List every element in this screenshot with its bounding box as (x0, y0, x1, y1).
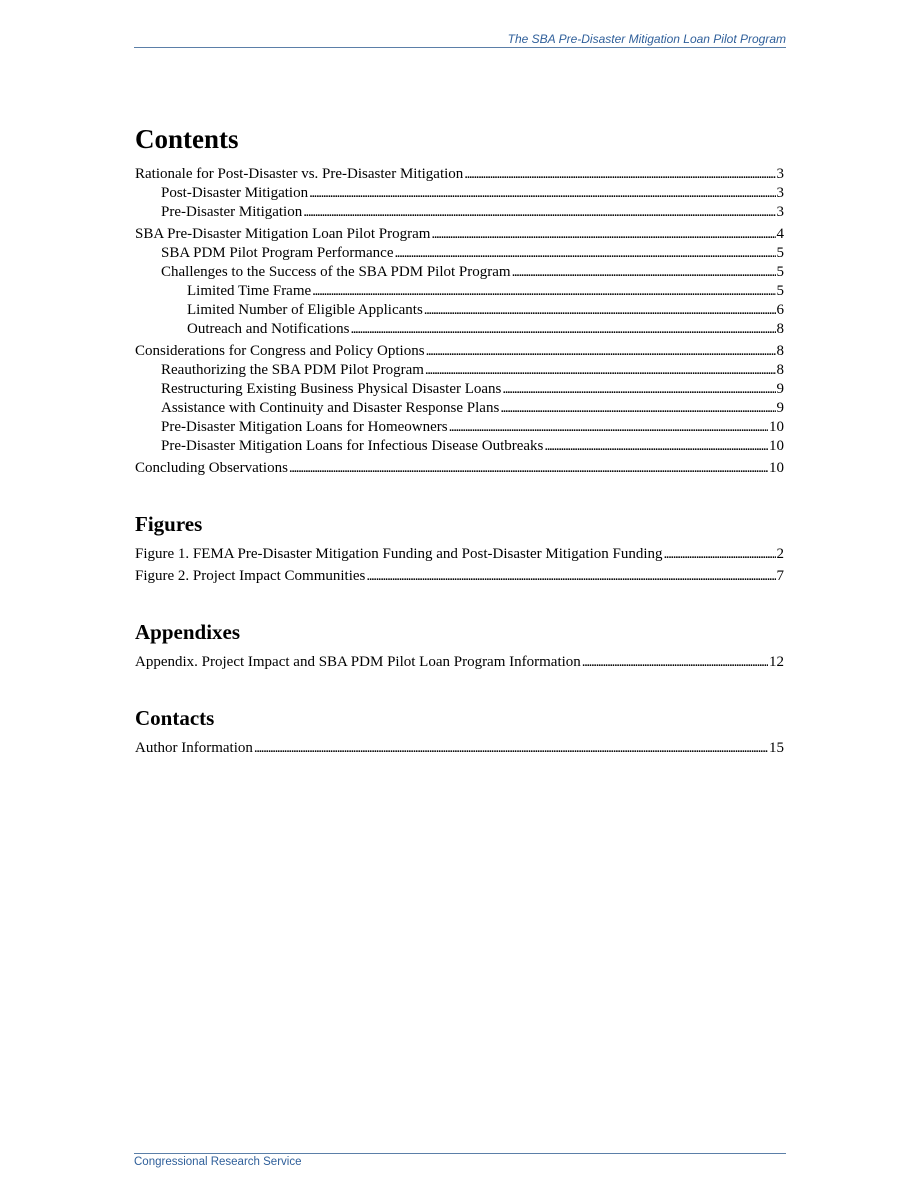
running-header: The SBA Pre-Disaster Mitigation Loan Pilot Program (134, 32, 786, 48)
toc-page-number: 3 (776, 166, 784, 182)
toc-page-number: 5 (776, 283, 784, 299)
toc-entry-title[interactable]: Challenges to the Success of the SBA PDM Pilot Program (161, 264, 511, 280)
dot-leader (424, 301, 776, 320)
dot-leader (512, 263, 776, 282)
toc-page-number: 2 (776, 546, 784, 562)
contents-heading: Contents (135, 124, 239, 154)
toc-page-number: 10 (769, 438, 784, 454)
toc-entry-title[interactable]: Author Information (135, 740, 253, 756)
table-of-contents (135, 124, 784, 758)
dot-leader (464, 165, 775, 184)
toc-entry[interactable] (135, 203, 784, 222)
toc-page-number: 6 (776, 302, 784, 318)
contents-section (135, 124, 784, 478)
toc-page-number: 7 (776, 568, 784, 584)
toc-entry[interactable] (135, 282, 784, 301)
toc-entry[interactable] (135, 301, 784, 320)
dot-leader (664, 545, 776, 564)
toc-entry[interactable] (135, 165, 784, 184)
toc-entry[interactable] (135, 184, 784, 203)
toc-entry[interactable] (135, 225, 784, 244)
toc-entry[interactable] (135, 320, 784, 339)
toc-entry-title[interactable]: Pre-Disaster Mitigation Loans for Infectious Disease Outbreaks (161, 438, 544, 454)
appendixes-section (135, 620, 784, 672)
toc-page-number: 3 (776, 185, 784, 201)
running-footer: Congressional Research Service (134, 1153, 786, 1168)
toc-page-number: 10 (769, 419, 784, 435)
toc-entry[interactable] (135, 545, 784, 564)
toc-entry-title[interactable]: Assistance with Continuity and Disaster Response Plans (161, 400, 500, 416)
toc-page-number: 4 (776, 226, 784, 242)
toc-entry-title[interactable]: Outreach and Notifications (187, 321, 350, 337)
toc-entry-title[interactable]: Appendix. Project Impact and SBA PDM Pilot Loan Program Information (135, 654, 581, 670)
toc-entry-title[interactable]: SBA Pre-Disaster Mitigation Loan Pilot Program (135, 226, 431, 242)
dot-leader (431, 225, 775, 244)
contacts-entries (135, 739, 784, 758)
toc-entry-title[interactable]: Restructuring Existing Business Physical Disaster Loans (161, 381, 502, 397)
dot-leader (426, 342, 776, 361)
dot-leader (449, 418, 768, 437)
figures-heading: Figures (135, 512, 203, 536)
dot-leader (289, 459, 768, 478)
dot-leader (500, 399, 775, 418)
toc-page-number: 5 (776, 245, 784, 261)
toc-entry[interactable] (135, 437, 784, 456)
toc-entry-title[interactable]: SBA PDM Pilot Program Performance (161, 245, 394, 261)
toc-entry-title[interactable]: Pre-Disaster Mitigation Loans for Homeowners (161, 419, 448, 435)
toc-entry[interactable] (135, 418, 784, 437)
toc-entry-title[interactable]: Figure 2. Project Impact Communities (135, 568, 366, 584)
figures-entries (135, 545, 784, 586)
toc-entry[interactable] (135, 342, 784, 361)
toc-page-number: 15 (769, 740, 784, 756)
toc-entry[interactable] (135, 361, 784, 380)
contacts-heading: Contacts (135, 706, 215, 730)
toc-page-number: 9 (776, 400, 784, 416)
appendixes-heading: Appendixes (135, 620, 241, 644)
dot-leader (303, 203, 775, 222)
dot-leader (312, 282, 775, 301)
dot-leader (366, 567, 775, 586)
dot-leader (425, 361, 776, 380)
toc-entry[interactable] (135, 399, 784, 418)
dot-leader (350, 320, 775, 339)
dot-leader (309, 184, 775, 203)
contents-entries (135, 165, 784, 478)
appendixes-entries (135, 653, 784, 672)
figures-section (135, 512, 784, 586)
toc-entry-title[interactable]: Pre-Disaster Mitigation (161, 204, 303, 220)
toc-page-number: 8 (776, 343, 784, 359)
toc-page-number: 9 (776, 381, 784, 397)
toc-page-number: 8 (776, 321, 784, 337)
toc-entry-title[interactable]: Limited Time Frame (187, 283, 312, 299)
toc-entry-title[interactable]: Post-Disaster Mitigation (161, 185, 309, 201)
dot-leader (502, 380, 775, 399)
toc-page-number: 12 (769, 654, 784, 670)
toc-entry-title[interactable]: Concluding Observations (135, 460, 288, 476)
toc-entry-title[interactable]: Reauthorizing the SBA PDM Pilot Program (161, 362, 424, 378)
toc-page-number: 3 (776, 204, 784, 220)
toc-entry-title[interactable]: Considerations for Congress and Policy Options (135, 343, 425, 359)
toc-entry[interactable] (135, 739, 784, 758)
dot-leader (395, 244, 776, 263)
toc-entry[interactable] (135, 380, 784, 399)
dot-leader (582, 653, 768, 672)
toc-page-number: 10 (769, 460, 784, 476)
toc-page-number: 5 (776, 264, 784, 280)
toc-entry[interactable] (135, 567, 784, 586)
toc-entry[interactable] (135, 263, 784, 282)
toc-entry[interactable] (135, 653, 784, 672)
dot-leader (254, 739, 768, 758)
contacts-section (135, 706, 784, 758)
toc-entry-title[interactable]: Limited Number of Eligible Applicants (187, 302, 423, 318)
toc-entry[interactable] (135, 459, 784, 478)
toc-entry-title[interactable]: Rationale for Post-Disaster vs. Pre-Disaster Mitigation (135, 166, 464, 182)
toc-page-number: 8 (776, 362, 784, 378)
toc-entry[interactable] (135, 244, 784, 263)
dot-leader (544, 437, 768, 456)
toc-entry-title[interactable]: Figure 1. FEMA Pre-Disaster Mitigation Funding and Post-Disaster Mitigation Funding (135, 546, 663, 562)
